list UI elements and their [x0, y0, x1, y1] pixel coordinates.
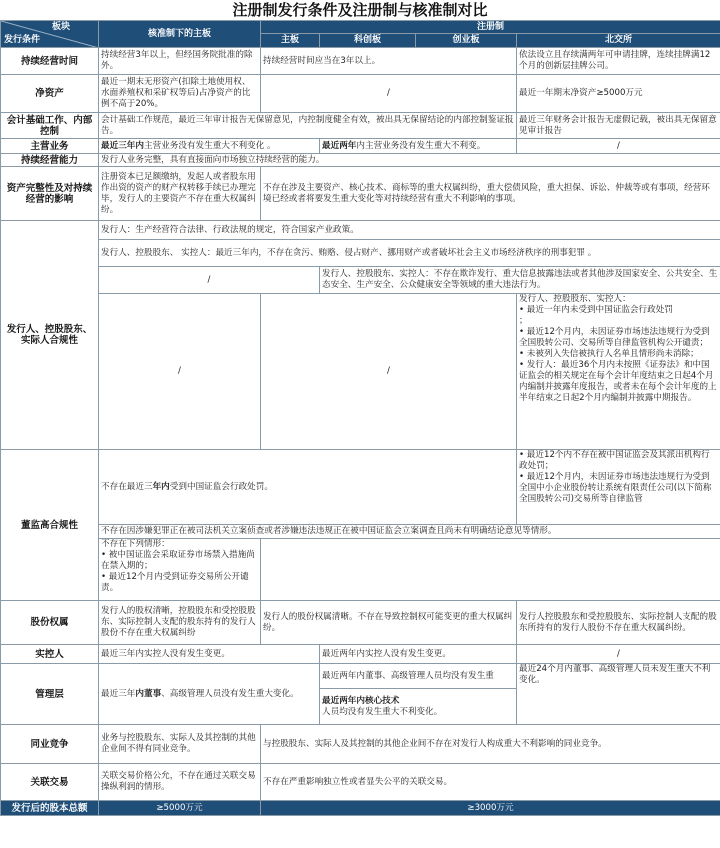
row-label-related: 关联交易	[1, 764, 99, 801]
cell-continuous-reg: 持续经营时间应当在3年以上。	[261, 48, 517, 75]
cell-issuer-r3-reg: 发行人、控股股东、实控人：不存在欺诈发行、重大信息披露违法或者其他涉及国家安全、公共安全、生态安全、生产安全、公众健康安全等领域的重大违法行为。	[320, 267, 720, 294]
cell-equity-reg: 发行人的股份权属清晰。不存在导致控制权可能变更的重大权属纠纷。	[261, 601, 517, 645]
header-corner-cell	[1, 21, 99, 48]
table-row	[1, 167, 720, 221]
management-reg-text: 人员均没有发生重大不利变化。	[322, 706, 443, 717]
cell-issuer-r4-bse: 发行人、控股股东、实控人： • 最近一年内未受到中国证监会行政处罚 ； • 最近12个月内，未因证券市场违法违规行为受到全国股转公司、交易所等自律监管机构公开谴责； • 未被列入失信被执行人名单且情形尚未消除； • 发行人：最近36个月内未按照《证券法》和中国证监会的相关规定在每个会计年度结束之日起4个月内编制并披露年度报告，或者未在每个会计年度的上半年结束之日起2个月内编制并披露中期报告。	[517, 294, 720, 450]
cell-issuer-r3-approval: /	[99, 267, 320, 294]
row-label-ability: 持续经营能力	[1, 154, 99, 167]
cell-related-reg: 不存在严重影响独立性或者显失公平的关联交易。	[261, 764, 720, 801]
row-label-assets-integrity: 资产完整性及对持续经营的影响	[1, 167, 99, 221]
header-star-market: 科创板	[320, 34, 416, 48]
table-row	[1, 154, 720, 167]
table-row	[1, 725, 720, 764]
cell-issuer-r4-approval: /	[99, 294, 261, 450]
cell-competition-reg: 与控股股东、实际人及其控制的其他企业间不存在对发行人构成重大不利影响的同业竞争。	[261, 725, 720, 764]
cell-equity-bse: 发行人控股股东和受控股股东、实际控制人支配的股东所持有的发行人股份不存在重大权属纠纷。	[517, 601, 720, 645]
row-label-directors: 董监高合规性	[1, 450, 99, 601]
management-pre: 最近三年	[101, 688, 136, 699]
cell-directors-r1-main	[99, 450, 517, 525]
cell-capital-approval: ≥5000万元	[99, 801, 261, 816]
reg-period: 最近两年	[322, 140, 357, 151]
header-chinext: 创业板	[416, 34, 517, 48]
row-label-equity: 股份权属	[1, 601, 99, 645]
directors-r1-pre: 不存在最近三	[101, 481, 153, 492]
table-row	[1, 645, 720, 664]
row-label-management: 管理层	[1, 664, 99, 725]
cell-competition-approval: 业务与控股股东、实际人及其控制的其他企业间不得有同业竞争。	[99, 725, 261, 764]
header-approval: 核准制下的主板	[99, 21, 261, 48]
cell-controller-reg: 最近两年内实控人没有发生变更。	[320, 645, 517, 664]
cell-continuous-approval: 持续经营3年以上，但经国务院批准的除外。	[99, 48, 261, 75]
cell-main-business-bse: /	[517, 139, 720, 154]
approval-period: 最近三年内	[101, 140, 144, 151]
cell-management-approval	[99, 664, 320, 725]
cell-issuer-r2: 发行人、控股股东、 实控人：最近三年内，不存在贪污、贿赂、侵占财产、挪用财产或者破坏社会主义市场经济秩序的刑事犯罪 。	[99, 240, 720, 267]
cell-continuous-bse: 依法设立且存续满两年可申请挂牌，连续挂牌满12个月的创新层挂牌公司。	[517, 48, 720, 75]
row-label-controller: 实控人	[1, 645, 99, 664]
table-row	[1, 139, 720, 154]
cell-issuer-r1: 发行人：生产经营符合法律、行政法规的规定，符合国家产业政策。	[99, 221, 720, 240]
management-reg-bold: 最近两年内核心技术	[322, 695, 400, 706]
comparison-table	[0, 20, 720, 816]
cell-controller-bse: /	[517, 645, 720, 664]
table-row	[1, 267, 720, 294]
approval-text: 主营业务没有发生重大不利变化 。	[143, 140, 276, 151]
header-bse: 北交所	[517, 34, 720, 48]
header-main-board: 主板	[261, 34, 320, 48]
cell-main-business-approval	[99, 139, 320, 154]
cell-management-reg-top: 最近两年内董事、高级管理人员均没有发生重	[320, 664, 517, 689]
table-row	[1, 801, 720, 816]
cell-directors-r3-approval: 不存在下列情形： • 被中国证监会采取证券市场禁入措施尚在禁入期的； • 最近12个月内受到证券交易所公开谴责。	[99, 539, 261, 601]
cell-accounting-approval-reg: 会计基础工作规范，最近三年审计报告无保留意见，内控制度健全有效，被出具无保留结论的内部控制鉴证报告。	[99, 113, 517, 139]
cell-management-bse: 最近24个月内董事、高级管理人员未发生重大不利变化。	[517, 664, 720, 725]
cell-management-reg-bottom	[320, 689, 517, 725]
table-row	[1, 539, 720, 601]
cell-main-business-reg	[320, 139, 517, 154]
header-corner-top: 板块	[51, 22, 70, 32]
cell-issuer-r4-reg: /	[261, 294, 517, 450]
cell-net-assets-approval: 最近一期末无形资产(扣除土地使用权、水面养殖权和采矿权等后)占净资产的比例不高于20%。	[99, 75, 261, 113]
table-row	[1, 113, 720, 139]
reg-text: 内主营业务没有发生重大不利变。	[356, 140, 486, 151]
cell-assets-reg: 不存在涉及主要资产、核心技术、商标等的重大权属纠纷，重大偿债风险，重大担保、诉讼、仲裁等或有事项，经营环境已经或者将要发生重大变化等对持续经营有重大不利影响的事项。	[261, 167, 720, 221]
row-label-main-business: 主营业务	[1, 139, 99, 154]
cell-net-assets-bse: 最近一年期末净资产≥5000万元	[517, 75, 720, 113]
cell-assets-approval: 注册资本已足额缴纳，发起人或者股东用作出资的资产的财产权转移手续已办理完毕，发行人的主要资产不存在重大权属纠纷。	[99, 167, 261, 221]
cell-equity-approval: 发行人的股权清晰，控股股东和受控股股东、实际控制人支配的股东持有的发行人股份不存在重大权属纠纷	[99, 601, 261, 645]
table-row	[1, 240, 720, 267]
management-post: 、高级管理人员没有发生重大变化。	[161, 688, 299, 699]
header-corner-bottom: 发行条件	[4, 35, 41, 45]
table-row	[1, 764, 720, 801]
header-registration: 注册制	[261, 21, 720, 34]
table-row	[1, 525, 720, 539]
row-label-continuous: 持续经营时间	[1, 48, 99, 75]
page-title: 注册制发行条件及注册制与核准制对比	[232, 1, 488, 19]
row-label-net-assets: 净资产	[1, 75, 99, 113]
table-row	[1, 601, 720, 645]
directors-r1-post: 受到中国证监会行政处罚。	[169, 481, 273, 492]
table-row	[1, 294, 720, 450]
management-bold: 内董事	[135, 688, 162, 699]
cell-directors-r2: 不存在因涉嫌犯罪正在被司法机关立案侦查或者涉嫌违法违规正在被中国证监会立案调查且尚未有明确结论意见等情形。	[99, 525, 720, 539]
cell-directors-r1-bse: • 最近12个内不存在被中国证监会及其派出机构行政处罚； • 最近12个月内，未因证券市场违法违规行为受到全国中小企业股份转让系统有限责任公司(以下简称全国股转公司)交易所等自律监管	[517, 450, 720, 525]
table-row	[1, 664, 720, 689]
cell-controller-approval: 最近三年内实控人没有发生变更。	[99, 645, 320, 664]
cell-accounting-bse: 最近三年财务会计报告无虚假记载，被出具无保留意见审计报告	[517, 113, 720, 139]
directors-r1-bold: 年内	[152, 481, 170, 492]
table-row	[1, 450, 720, 525]
cell-ability: 发行人业务完整，具有直接面向市场独立持续经营的能力。	[99, 154, 720, 167]
cell-capital-reg: ≥3000万元	[261, 801, 720, 816]
cell-net-assets-reg: /	[261, 75, 517, 113]
table-row	[1, 75, 720, 113]
cell-related-approval: 关联交易价格公允，不存在通过关联交易操纵利润的情形。	[99, 764, 261, 801]
cell-directors-r3-empty	[261, 539, 720, 601]
table-row	[1, 48, 720, 75]
row-label-accounting: 会计基础工作、内部控制	[1, 113, 99, 139]
row-label-issuer: 发行人、控股股东、实际人合规性	[1, 221, 99, 450]
row-label-competition: 同业竞争	[1, 725, 99, 764]
table-row	[1, 221, 720, 240]
row-label-capital: 发行后的股本总额	[1, 801, 99, 816]
